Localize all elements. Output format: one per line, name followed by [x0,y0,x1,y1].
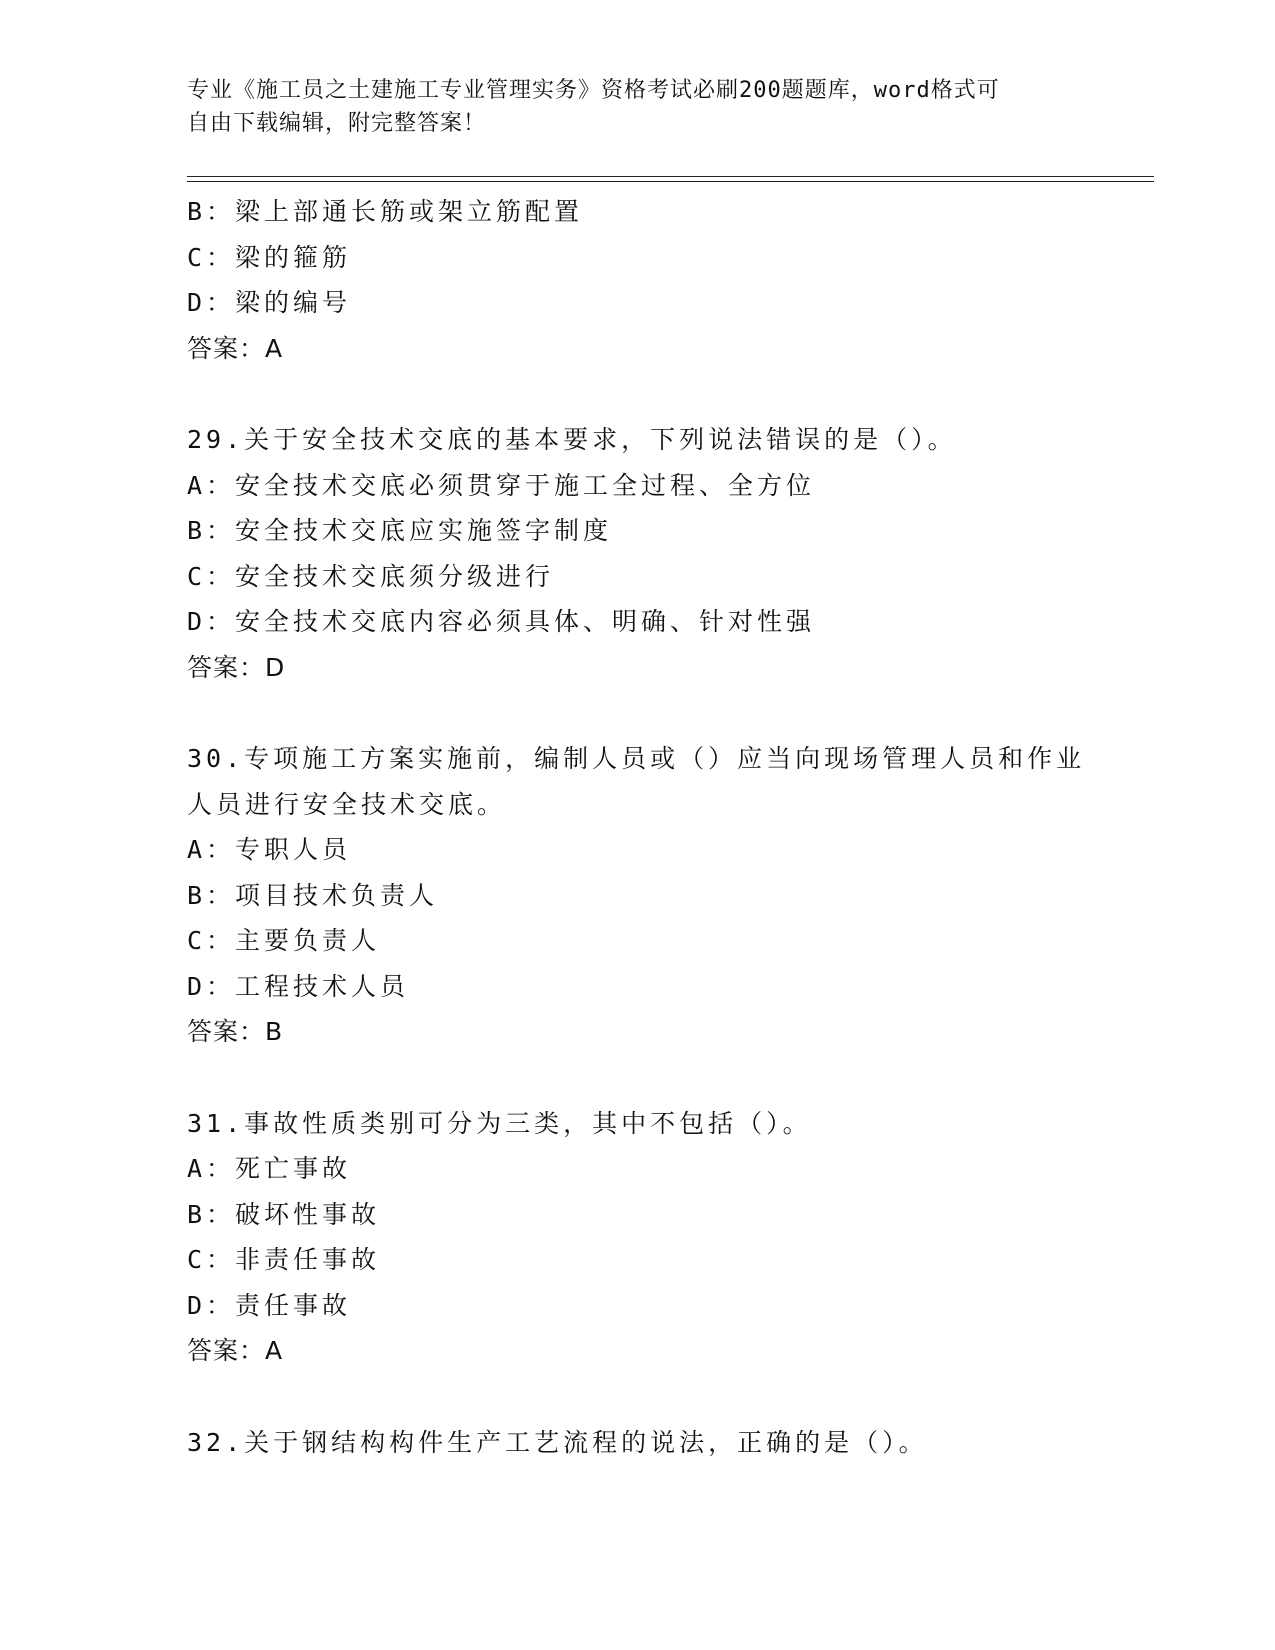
question-29 [187,417,1087,690]
question-stem: 29.关于安全技术交底的基本要求，下列说法错误的是（）。 [187,425,957,454]
option-d: D：安全技术交底内容必须具体、明确、针对性强 [187,607,816,636]
answer-line: 答案：D [187,652,286,682]
option-a: A：专职人员 [187,835,352,864]
header-rule-thin [187,181,1154,182]
answer-line: 答案：A [187,1336,284,1365]
question-stem-line-2: 人员进行安全技术交底。 [187,789,507,819]
option-b: B：安全技术交底应实施签字制度 [187,516,613,545]
question-stem-line-1: 30.专项施工方案实施前，编制人员或（）应当向现场管理人员和作业 [187,744,1086,773]
document-header [187,74,1087,140]
partial-question [187,189,1087,371]
question-32 [187,1420,1087,1466]
spacer [187,1055,1087,1101]
option-a: A：死亡事故 [187,1154,352,1183]
question-30 [187,736,1087,1055]
option-d: D：梁的编号 [187,288,352,317]
answer-line: 答案：A [187,333,284,363]
header-line-2: 自由下载编辑，附完整答案！ [187,111,487,136]
question-stem: 31.事故性质类别可分为三类，其中不包括（）。 [187,1108,812,1138]
spacer [187,690,1087,736]
header-rule-thick [187,176,1154,177]
option-a: A：安全技术交底必须贯穿于施工全过程、全方位 [187,470,816,500]
option-b: B：项目技术负责人 [187,880,439,910]
option-c: C：安全技术交底须分级进行 [187,561,555,591]
option-b: B：破坏性事故 [187,1199,381,1229]
question-content [187,189,1087,1465]
question-31 [187,1101,1087,1374]
option-c: C：梁的箍筋 [187,242,352,272]
answer-line: 答案：B [187,1017,284,1046]
option-b: B：梁上部通长筋或架立筋配置 [187,197,584,226]
option-c: C：非责任事故 [187,1245,381,1274]
option-d: D：责任事故 [187,1290,352,1320]
header-line-1: 专业《施工员之土建施工专业管理实务》资格考试必刷200题题库，word格式可 [187,78,1000,103]
spacer [187,371,1087,417]
option-d: D：工程技术人员 [187,971,410,1001]
spacer [187,1374,1087,1420]
question-stem: 32.关于钢结构构件生产工艺流程的说法，正确的是（）。 [187,1427,928,1457]
option-c: C：主要负责人 [187,926,381,955]
